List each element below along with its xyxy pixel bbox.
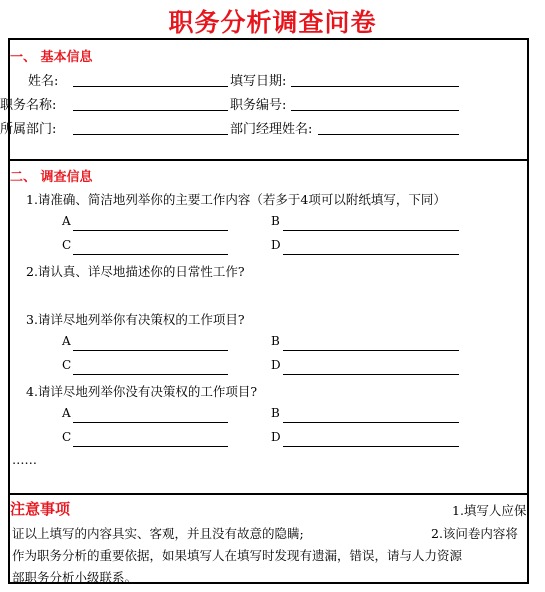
notice-line-3: 作为职务分析的重要依据，如果填写人在填写时发现有遗漏，错误，请与人力资源 — [12, 548, 463, 563]
question-4: 4.请详尽地列举你没有决策权的工作项目? — [26, 384, 258, 399]
notice-line-4: 部职务分析小级联系。 — [12, 570, 138, 585]
job-id-label: 职务编号: — [230, 98, 287, 113]
q1-option-a-input[interactable] — [73, 230, 228, 231]
notice-line-2-right: 2.该问卷内容将 — [431, 526, 518, 541]
q4-option-c-input[interactable] — [73, 446, 228, 447]
name-label: 姓名: — [28, 74, 59, 89]
notice-heading: 注意事项 — [10, 500, 71, 518]
q4-option-a-input[interactable] — [73, 422, 228, 423]
q3-option-a-input[interactable] — [73, 350, 228, 351]
ellipsis: …… — [12, 452, 37, 467]
option-d-label: D — [271, 238, 281, 252]
name-input[interactable] — [73, 86, 228, 87]
option-b-label: B — [271, 214, 280, 228]
option-a-label: A — [62, 406, 71, 420]
notice-line-2-left: 证以上填写的内容具实、客观，并且没有故意的隐瞒; — [12, 526, 304, 541]
q3-option-d-input[interactable] — [283, 374, 459, 375]
option-a-label: A — [62, 334, 71, 348]
fill-date-input[interactable] — [291, 86, 459, 87]
job-id-input[interactable] — [291, 110, 459, 111]
q1-option-b-input[interactable] — [283, 230, 459, 231]
job-title-input[interactable] — [73, 110, 228, 111]
question-2: 2.请认真、详尽地描述你的日常性工作? — [26, 264, 245, 279]
basic-info-heading: 一、 基本信息 — [10, 50, 93, 65]
q1-option-c-input[interactable] — [73, 254, 228, 255]
q1-option-d-input[interactable] — [283, 254, 459, 255]
survey-info-heading: 二、 调查信息 — [10, 170, 93, 185]
option-a-label: A — [62, 214, 71, 228]
q4-option-d-input[interactable] — [283, 446, 459, 447]
q3-option-b-input[interactable] — [283, 350, 459, 351]
option-b-label: B — [271, 406, 280, 420]
manager-input[interactable] — [318, 134, 459, 135]
fill-date-label: 填写日期: — [230, 74, 287, 89]
question-1: 1.请准确、简洁地列举你的主要工作内容（若多于4项可以附纸填写，下同） — [26, 192, 446, 207]
q4-option-b-input[interactable] — [283, 422, 459, 423]
option-d-label: D — [271, 430, 281, 444]
option-d-label: D — [271, 358, 281, 372]
page-title: 职务分析调查问卷 — [168, 8, 377, 37]
manager-label: 部门经理姓名: — [230, 122, 313, 137]
q3-option-c-input[interactable] — [73, 374, 228, 375]
question-3: 3.请详尽地列举你有决策权的工作项目? — [26, 312, 245, 327]
option-c-label: C — [62, 238, 72, 252]
department-label: 所属部门: — [0, 122, 57, 137]
department-input[interactable] — [73, 134, 228, 135]
option-b-label: B — [271, 334, 280, 348]
job-title-label: 职务名称: — [0, 98, 57, 113]
notice-item-1-head: 1.填写人应保 — [452, 503, 527, 518]
option-c-label: C — [62, 430, 72, 444]
option-c-label: C — [62, 358, 72, 372]
